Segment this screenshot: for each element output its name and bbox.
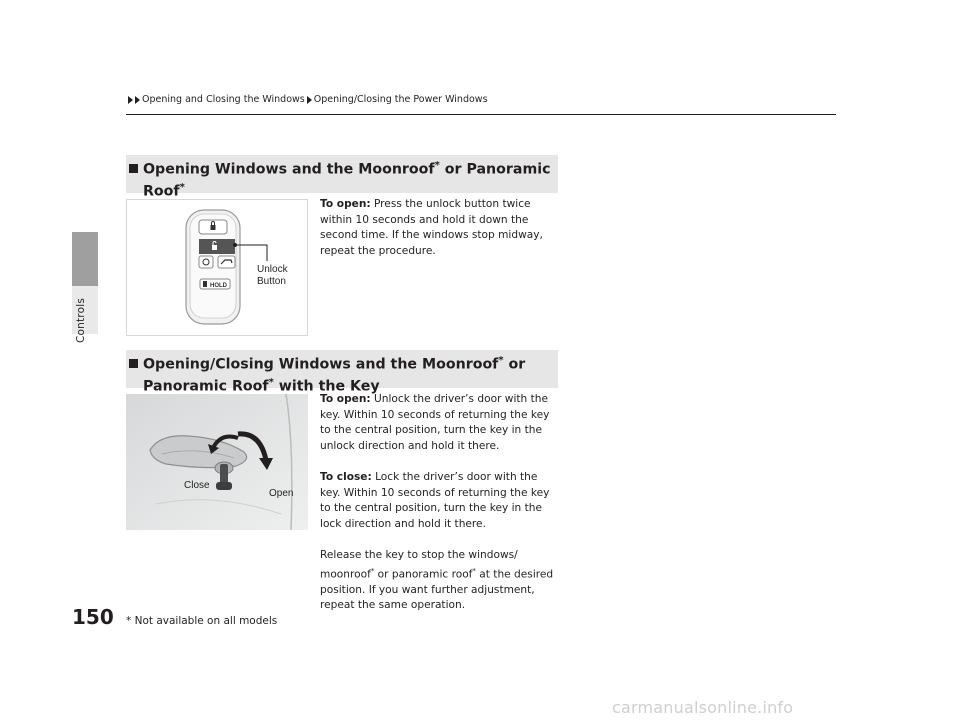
section-heading-key: [126, 350, 558, 395]
breadcrumb-item-windows[interactable]: Opening and Closing the Windows: [142, 94, 305, 105]
key-close-instructions: To close: Lock the driver’s door with the key. Within 10 seconds of returning the key to the central position, turn the key in the lock direction and hold it there.: [320, 471, 550, 530]
release-instructions: Release the key to stop the windows/ moonroof* or panoramic roof* at the desired position. If you want further adjustment, repeat the same operation.: [320, 549, 554, 612]
asterisk-mark: *: [268, 376, 274, 388]
header-divider: [126, 114, 836, 115]
footnote: * Not available on all models: [126, 615, 278, 627]
open-label: Open: [269, 488, 294, 499]
door-key-figure: [126, 394, 308, 530]
breadcrumb-arrow-icon: [135, 96, 140, 104]
sidebar-label: Controls: [75, 298, 87, 344]
key-open-instructions: To open: Unlock the driver’s door with the key. Within 10 seconds of returning the key to the central position, turn the key in the unlock direction and hold it there.: [320, 393, 550, 452]
section-title-key: Opening/Closing Windows and the Moonroof* or Panoramic Roof* with the Key: [143, 355, 526, 395]
page-number: 150: [72, 605, 114, 629]
remote-open-instructions: To open: Press the unlock button twice within 10 seconds and hold it down the second time. If the windows stop midway, repeat the procedure.: [320, 198, 543, 257]
remote-key-figure: [126, 199, 308, 336]
section-marker-icon: [129, 359, 138, 368]
breadcrumb: [128, 94, 488, 105]
asterisk-mark: *: [179, 181, 185, 193]
breadcrumb-arrow-icon: [128, 96, 133, 104]
section-marker-icon: [129, 164, 138, 173]
hold-label: HOLD: [210, 283, 227, 289]
unlock-button-callout: Unlock Button: [257, 264, 288, 287]
breadcrumb-arrow-icon: [307, 96, 312, 104]
breadcrumb-item-power-windows[interactable]: Opening/Closing the Power Windows: [313, 94, 488, 105]
asterisk-mark: *: [434, 160, 440, 171]
sidebar-tab-controls[interactable]: [72, 232, 98, 286]
asterisk-mark: *: [498, 355, 504, 366]
section-title-remote: Opening Windows and the Moonroof* or Panoramic Roof*: [143, 160, 551, 200]
section-heading-remote: [126, 155, 558, 200]
close-label: Close: [184, 480, 210, 491]
watermark: carmanualsonline.info: [612, 698, 794, 717]
